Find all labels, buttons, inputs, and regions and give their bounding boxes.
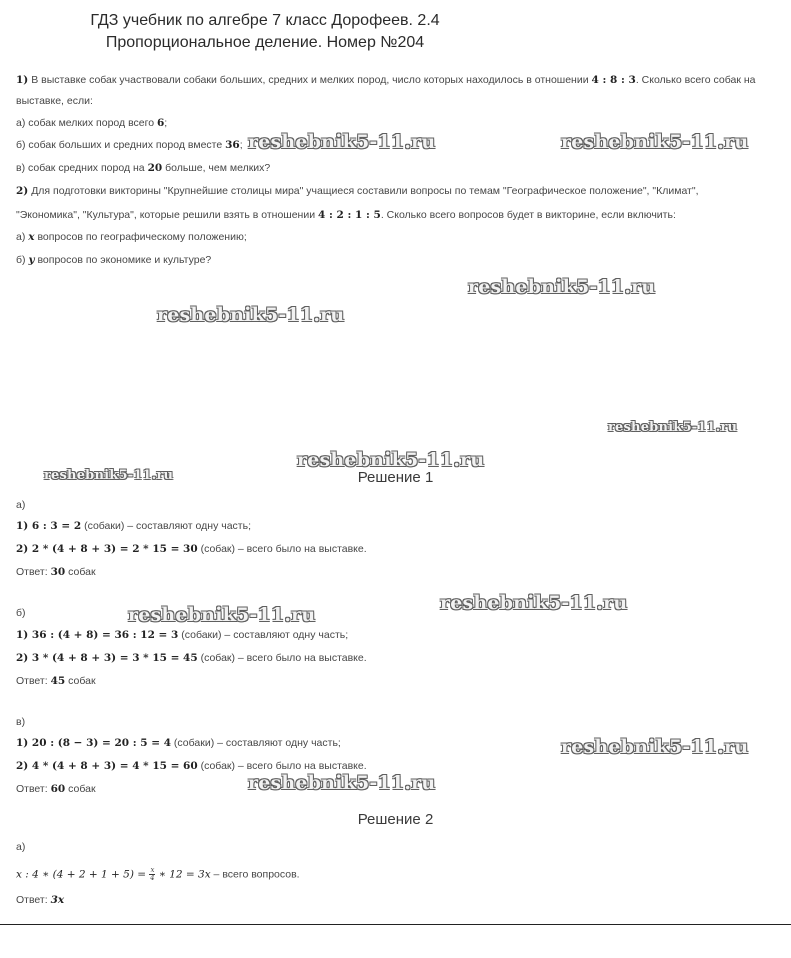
watermark: reshebnik5-11.ru <box>608 420 738 435</box>
bottom-divider <box>0 924 791 925</box>
solution1-heading: Решение 1 <box>357 469 434 486</box>
s1-a-step2: 2) 2 * (4 + 8 + 3) = 2 * 15 = 30 (собак) – всего было на выставке. <box>16 543 367 555</box>
task-p2-line1: 2) Для подготовки викторины "Крупнейшие столицы мира" учащиеся составили вопросы по темам "Географическое положение", "Климат", <box>16 185 699 197</box>
watermark: reshebnik5-11.ru <box>157 304 345 326</box>
fraction: $\frac{x}{4}$ <box>150 866 155 882</box>
task-p1-line1: 1) В выставке собак участвовали собаки больших, средних и мелких пород, число которых находилось в отношении 4 : 8 : 3. Сколько всего собак на <box>16 74 756 86</box>
watermark: reshebnik5-11.ru <box>440 592 628 614</box>
watermark: reshebnik5-11.ru <box>248 772 436 794</box>
s1-b-step2: 2) 3 * (4 + 8 + 3) = 3 * 15 = 45 (собак) – всего было на выставке. <box>16 652 367 664</box>
s1-c-answer: Ответ: 60 собак <box>16 783 96 795</box>
watermark: reshebnik5-11.ru <box>468 276 656 298</box>
s1-c-step1: 1) 20 : (8 − 3) = 20 : 5 = 4 (собаки) – составляют одну часть; <box>16 737 341 749</box>
watermark: reshebnik5-11.ru <box>297 449 485 471</box>
task-q-b: б) y вопросов по экономике и культуре? <box>16 254 212 266</box>
watermark: reshebnik5-11.ru <box>561 131 749 153</box>
watermark: reshebnik5-11.ru <box>248 131 436 153</box>
task-p2-line2: "Экономика", "Культура", которые решили взять в отношении 4 : 2 : 1 : 5. Сколько всего вопросов будет в викторине, если включить: <box>16 209 676 221</box>
page-subtitle: Пропорциональное деление. Номер №204 <box>105 34 425 51</box>
watermark: reshebnik5-11.ru <box>44 468 174 483</box>
task-p1-line2: выставке, если: <box>16 95 93 107</box>
page-title: ГДЗ учебник по алгебре 7 класс Дорофеев. 2.4 <box>90 12 440 29</box>
task-item-c: в) собак средних пород на 20 больше, чем мелких? <box>16 162 271 174</box>
s1-a-answer: Ответ: 30 собак <box>16 566 96 578</box>
s1-c-step2: 2) 4 * (4 + 8 + 3) = 4 * 15 = 60 (собак) – всего было на выставке. <box>16 760 367 772</box>
s1-b-answer: Ответ: 45 собак <box>16 675 96 687</box>
s2-a-label: а) <box>16 841 26 853</box>
s1-c-label: в) <box>16 716 26 728</box>
s1-b-label: б) <box>16 607 26 619</box>
s1-a-label: а) <box>16 499 26 511</box>
task-item-a: а) собак мелких пород всего 6; <box>16 117 168 129</box>
s1-b-step1: 1) 36 : (4 + 8) = 36 : 12 = 3 (собаки) – составляют одну часть; <box>16 629 349 641</box>
task-item-b: б) собак больших и средних пород вместе 36; <box>16 139 243 151</box>
task-q-a: а) x вопросов по географическому положению; <box>16 231 247 243</box>
s1-a-step1: 1) 6 : 3 = 2 (собаки) – составляют одну часть; <box>16 520 251 532</box>
solution2-heading: Решение 2 <box>357 811 434 828</box>
watermark: reshebnik5-11.ru <box>561 736 749 758</box>
s2-equation: x : 4 ∗ (4 + 2 + 1 + 5) = $\frac{x}{4}$ ∗ 12 = 3x – всего вопросов. <box>16 866 300 882</box>
s2-answer: Ответ: 3x <box>16 894 65 906</box>
watermark: reshebnik5-11.ru <box>128 604 316 626</box>
